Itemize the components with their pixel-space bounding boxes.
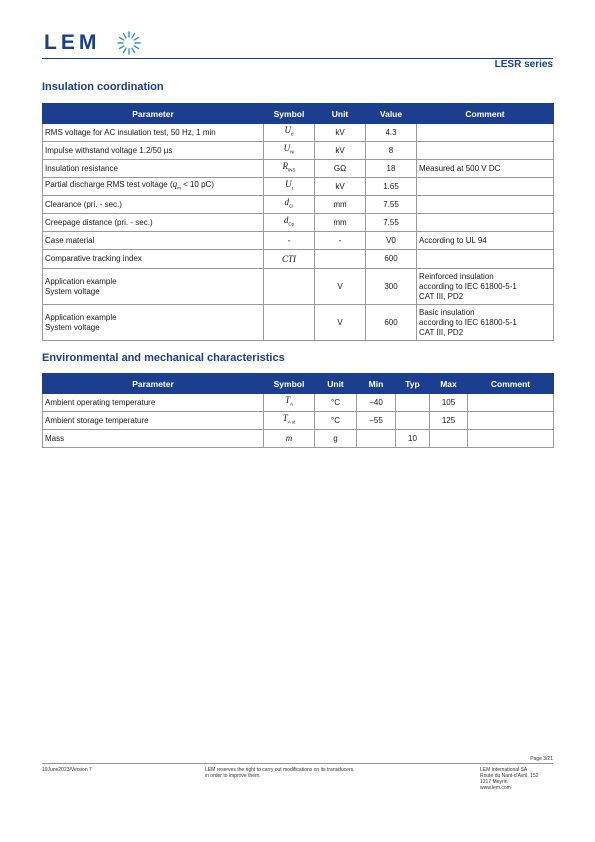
param-cell: Insulation resistance [43,160,264,178]
table-row [43,430,554,448]
table-row [43,269,554,305]
col-typ: Typ [396,374,430,394]
symbol-cell: $U_d$ [264,124,315,142]
unit-cell: mm [315,196,366,214]
symbol-cell: $U_t$ [264,178,315,196]
comment-cell: Reinforced insulation according to IEC 61800-5-1 CAT III, PD2 [417,269,554,305]
col-unit: Unit [315,374,357,394]
param-cell: Comparative tracking index [43,250,264,269]
col-comment: Comment [417,104,554,124]
environment-heading: Environmental and mechanical characteristics [42,352,285,364]
typ-cell: 10 [396,430,430,448]
comment-cell [468,430,554,448]
symbol-cell: $d_{Cp}$ [264,214,315,232]
comment-cell: Basic insulation according to IEC 61800-5-1 CAT III, PD2 [417,305,554,341]
header-rule [42,58,553,59]
page-number: Page 3/21 [530,756,553,762]
param-cell: Application example System voltage [43,269,264,305]
footer-rule [42,763,553,764]
insulation-heading: Insulation coordination [42,81,164,93]
unit-cell: GΩ [315,160,366,178]
series-label: LESR series [494,59,553,70]
value-cell: 600 [366,305,417,341]
param-cell: Ambient operating temperature [43,394,264,412]
table-row [43,178,554,196]
col-min: Min [357,374,396,394]
param-cell: RMS voltage for AC insulation test, 50 Hz, 1 min [43,124,264,142]
table-row [43,214,554,232]
footer-address: LEM International SA Route du Nant-d'Avril, 152 1217 Meyrin www.lem.com [480,767,539,791]
param-cell: Mass [43,430,264,448]
typ-cell [396,412,430,430]
symbol-cell [264,305,315,341]
insulation-table [42,103,554,341]
param-cell: Ambient storage temperature [43,412,264,430]
col-parameter: Parameter [43,374,264,394]
comment-cell: According to UL 94 [417,232,554,250]
table-row [43,142,554,160]
table-row [43,412,554,430]
unit-cell: kV [315,178,366,196]
unit-cell: kV [315,142,366,160]
symbol-cell [264,269,315,305]
col-symbol: Symbol [264,374,315,394]
min-cell: −55 [357,412,396,430]
symbol-cell: $U_{Ni}$ [264,142,315,160]
symbol-cell: $R_{INS}$ [264,160,315,178]
value-cell: 1.65 [366,178,417,196]
param-cell: Clearance (pri. - sec.) [43,196,264,214]
symbol-cell: $T_A$ [264,394,315,412]
footer-date: 19June2023/Version 7 [42,767,92,773]
footer-notice: LEM reserves the right to carry out modifications on its transducers, in order to improve them. [205,767,355,779]
col-parameter: Parameter [43,104,264,124]
comment-cell [417,214,554,232]
table-row [43,232,554,250]
table-row [43,250,554,269]
unit-cell: V [315,305,366,341]
unit-cell: g [315,430,357,448]
symbol-cell: - [264,232,315,250]
value-cell: 8 [366,142,417,160]
col-value: Value [366,104,417,124]
sun-icon [116,30,142,56]
logo-text: LEM [44,31,101,54]
max-cell: 105 [430,394,468,412]
value-cell: 300 [366,269,417,305]
col-unit: Unit [315,104,366,124]
comment-cell [417,196,554,214]
value-cell: V0 [366,232,417,250]
comment-cell [417,124,554,142]
col-max: Max [430,374,468,394]
comment-cell [468,394,554,412]
table-header-row [43,104,554,124]
table-row [43,160,554,178]
value-cell: 18 [366,160,417,178]
table-row [43,196,554,214]
col-symbol: Symbol [264,104,315,124]
param-cell: Case material [43,232,264,250]
value-cell: 600 [366,250,417,269]
value-cell: 4.3 [366,124,417,142]
param-cell: Impulse withstand voltage 1.2/50 µs [43,142,264,160]
typ-cell [396,394,430,412]
max-cell [430,430,468,448]
symbol-cell: m [264,430,315,448]
unit-cell: kV [315,124,366,142]
symbol-cell: $d_{CI}$ [264,196,315,214]
comment-cell [417,250,554,269]
comment-cell [468,412,554,430]
unit-cell: mm [315,214,366,232]
col-comment: Comment [468,374,554,394]
min-cell: −40 [357,394,396,412]
comment-cell [417,142,554,160]
comment-cell [417,178,554,196]
value-cell: 7.55 [366,214,417,232]
table-row [43,305,554,341]
unit-cell: °C [315,412,357,430]
environment-table [42,373,554,448]
table-row [43,394,554,412]
unit-cell: °C [315,394,357,412]
param-cell: Application example System voltage [43,305,264,341]
max-cell: 125 [430,412,468,430]
value-cell: 7.55 [366,196,417,214]
lem-logo [44,30,142,56]
unit-cell [315,250,366,269]
min-cell [357,430,396,448]
unit-cell: - [315,232,366,250]
param-cell: Partial discharge RMS test voltage ($q_m < 10$ pC) [43,178,264,196]
unit-cell: V [315,269,366,305]
param-cell: Creepage distance (pri. - sec.) [43,214,264,232]
symbol-cell: $T_{A st}$ [264,412,315,430]
table-header-row [43,374,554,394]
comment-cell: Measured at 500 V DC [417,160,554,178]
table-row [43,124,554,142]
symbol-cell: CTI [264,250,315,269]
